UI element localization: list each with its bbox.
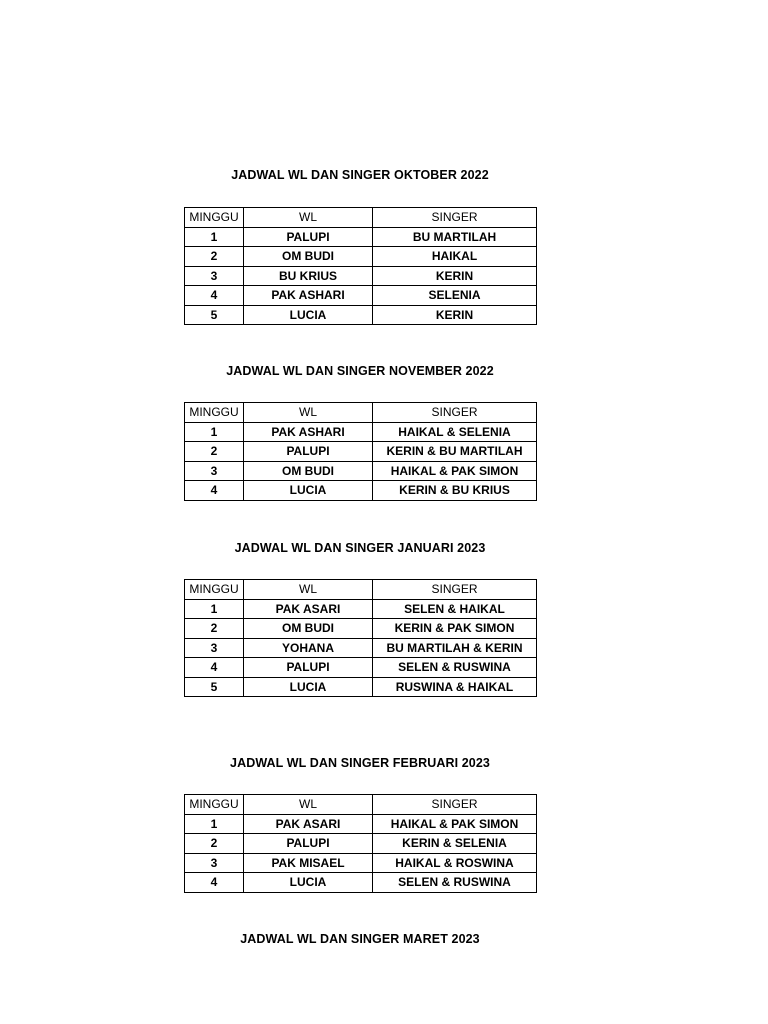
cell-singer: KERIN & BU MARTILAH (373, 442, 537, 462)
cell-singer: HAIKAL & PAK SIMON (373, 461, 537, 481)
table-row (185, 873, 537, 893)
cell-week: 2 (185, 442, 244, 462)
table-header-row (185, 795, 537, 815)
cell-wl: OM BUDI (244, 247, 373, 267)
header-week: MINGGU (185, 403, 244, 423)
cell-week: 4 (185, 873, 244, 893)
table-row (185, 834, 537, 854)
cell-week: 1 (185, 599, 244, 619)
header-singer: SINGER (373, 795, 537, 815)
schedule-table-februari-2023 (184, 794, 537, 893)
section-title-november-2022: JADWAL WL DAN SINGER NOVEMBER 2022 (226, 364, 494, 378)
table-row (185, 442, 537, 462)
cell-singer: KERIN & SELENIA (373, 834, 537, 854)
section-title-maret-2023: JADWAL WL DAN SINGER MARET 2023 (240, 932, 480, 946)
table-row (185, 286, 537, 306)
section-title-februari-2023: JADWAL WL DAN SINGER FEBRUARI 2023 (230, 756, 490, 770)
cell-wl: PALUPI (244, 834, 373, 854)
table-row (185, 599, 537, 619)
cell-wl: PALUPI (244, 658, 373, 678)
table-row (185, 461, 537, 481)
header-singer: SINGER (373, 403, 537, 423)
cell-wl: LUCIA (244, 481, 373, 501)
cell-wl: LUCIA (244, 677, 373, 697)
cell-week: 2 (185, 619, 244, 639)
cell-wl: BU KRIUS (244, 266, 373, 286)
cell-week: 3 (185, 266, 244, 286)
cell-wl: PAK ASARI (244, 814, 373, 834)
header-wl: WL (244, 403, 373, 423)
table-row (185, 619, 537, 639)
cell-singer: HAIKAL (373, 247, 537, 267)
schedule-table-november-2022 (184, 402, 537, 501)
cell-week: 3 (185, 461, 244, 481)
cell-singer: KERIN & BU KRIUS (373, 481, 537, 501)
cell-singer: KERIN & PAK SIMON (373, 619, 537, 639)
header-week: MINGGU (185, 795, 244, 815)
header-singer: SINGER (373, 208, 537, 228)
cell-singer: SELEN & RUSWINA (373, 873, 537, 893)
table-header-row (185, 208, 537, 228)
cell-singer: BU MARTILAH (373, 227, 537, 247)
cell-week: 4 (185, 658, 244, 678)
cell-singer: BU MARTILAH & KERIN (373, 638, 537, 658)
cell-singer: HAIKAL & ROSWINA (373, 853, 537, 873)
cell-wl: LUCIA (244, 305, 373, 325)
cell-wl: OM BUDI (244, 619, 373, 639)
cell-week: 1 (185, 814, 244, 834)
cell-singer: HAIKAL & PAK SIMON (373, 814, 537, 834)
cell-singer: KERIN (373, 305, 537, 325)
cell-singer: RUSWINA & HAIKAL (373, 677, 537, 697)
table-header-row (185, 580, 537, 600)
header-week: MINGGU (185, 580, 244, 600)
cell-singer: KERIN (373, 266, 537, 286)
header-wl: WL (244, 580, 373, 600)
section-title-januari-2023: JADWAL WL DAN SINGER JANUARI 2023 (234, 541, 486, 555)
cell-singer: SELENIA (373, 286, 537, 306)
schedule-table-oktober-2022 (184, 207, 537, 325)
cell-week: 5 (185, 677, 244, 697)
cell-wl: LUCIA (244, 873, 373, 893)
cell-week: 2 (185, 247, 244, 267)
table-row (185, 227, 537, 247)
table-row (185, 638, 537, 658)
cell-wl: YOHANA (244, 638, 373, 658)
cell-singer: SELEN & HAIKAL (373, 599, 537, 619)
cell-singer: SELEN & RUSWINA (373, 658, 537, 678)
cell-week: 3 (185, 853, 244, 873)
cell-week: 3 (185, 638, 244, 658)
cell-week: 1 (185, 422, 244, 442)
cell-wl: PALUPI (244, 227, 373, 247)
cell-wl: PAK ASHARI (244, 286, 373, 306)
cell-wl: PAK MISAEL (244, 853, 373, 873)
table-row (185, 814, 537, 834)
header-wl: WL (244, 208, 373, 228)
table-row (185, 658, 537, 678)
table-header-row (185, 403, 537, 423)
table-row (185, 481, 537, 501)
cell-week: 4 (185, 286, 244, 306)
table-row (185, 422, 537, 442)
table-row (185, 266, 537, 286)
cell-wl: PAK ASARI (244, 599, 373, 619)
table-row (185, 677, 537, 697)
cell-wl: PALUPI (244, 442, 373, 462)
cell-singer: HAIKAL & SELENIA (373, 422, 537, 442)
schedule-table-januari-2023 (184, 579, 537, 697)
header-wl: WL (244, 795, 373, 815)
cell-week: 4 (185, 481, 244, 501)
cell-week: 5 (185, 305, 244, 325)
header-week: MINGGU (185, 208, 244, 228)
table-row (185, 853, 537, 873)
cell-wl: PAK ASHARI (244, 422, 373, 442)
section-title-oktober-2022: JADWAL WL DAN SINGER OKTOBER 2022 (231, 168, 489, 182)
table-row (185, 247, 537, 267)
table-row (185, 305, 537, 325)
cell-week: 2 (185, 834, 244, 854)
cell-wl: OM BUDI (244, 461, 373, 481)
cell-week: 1 (185, 227, 244, 247)
header-singer: SINGER (373, 580, 537, 600)
